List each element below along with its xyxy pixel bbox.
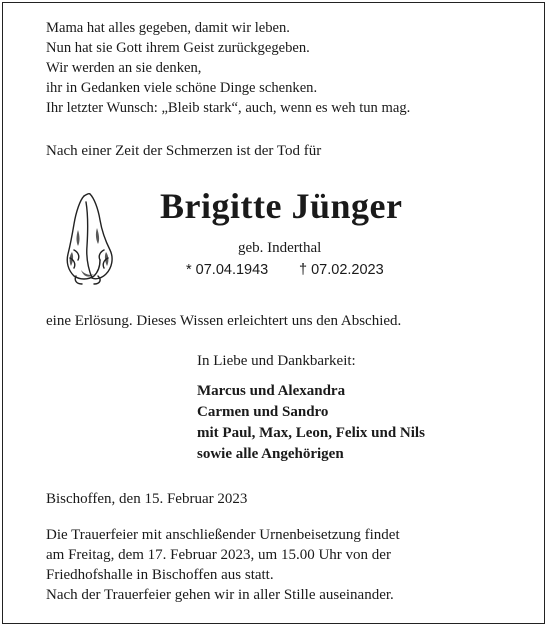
poem-line: Wir werden an sie denken, bbox=[46, 60, 202, 76]
gratitude-text: In Liebe und Dankbarkeit: bbox=[197, 353, 356, 369]
poem bbox=[46, 18, 410, 118]
release-text: eine Erlösung. Dieses Wissen erleichtert uns den Abschied. bbox=[46, 313, 402, 329]
birth-date: * 07.04.1943 bbox=[186, 262, 269, 278]
poem-line: ihr in Gedanken viele schöne Dinge schenken. bbox=[46, 80, 318, 96]
deceased-name: Brigitte Jünger bbox=[160, 186, 403, 226]
maiden-name: geb. Inderthal bbox=[238, 240, 322, 256]
family-member: Carmen und Sandro bbox=[197, 404, 329, 420]
poem-line: Ihr letzter Wunsch: „Bleib stark“, auch, wenn es weh tun mag. bbox=[46, 100, 411, 116]
family-member: sowie alle Angehörigen bbox=[197, 446, 344, 462]
intro-text: Nach einer Zeit der Schmerzen ist der Tod für bbox=[46, 143, 322, 159]
ceremony-notice bbox=[46, 525, 400, 605]
poem-line: Nun hat sie Gott ihrem Geist zurückgegeben. bbox=[46, 40, 310, 56]
family-list bbox=[197, 381, 425, 465]
place-date: Bischoffen, den 15. Februar 2023 bbox=[46, 491, 248, 507]
ceremony-line: Nach der Trauerfeier gehen wir in aller Stille auseinander. bbox=[46, 587, 394, 603]
family-member: Marcus und Alexandra bbox=[197, 383, 346, 399]
ceremony-line: Friedhofshalle in Bischoffen aus statt. bbox=[46, 567, 274, 583]
ceremony-line: am Freitag, dem 17. Februar 2023, um 15.00 Uhr von der bbox=[46, 547, 391, 563]
poem-line: Mama hat alles gegeben, damit wir leben. bbox=[46, 20, 290, 36]
death-date: † 07.02.2023 bbox=[299, 262, 384, 278]
family-member: mit Paul, Max, Leon, Felix und Nils bbox=[197, 425, 425, 441]
ceremony-line: Die Trauerfeier mit anschließender Urnenbeisetzung findet bbox=[46, 527, 400, 543]
praying-hands-icon bbox=[54, 190, 124, 285]
